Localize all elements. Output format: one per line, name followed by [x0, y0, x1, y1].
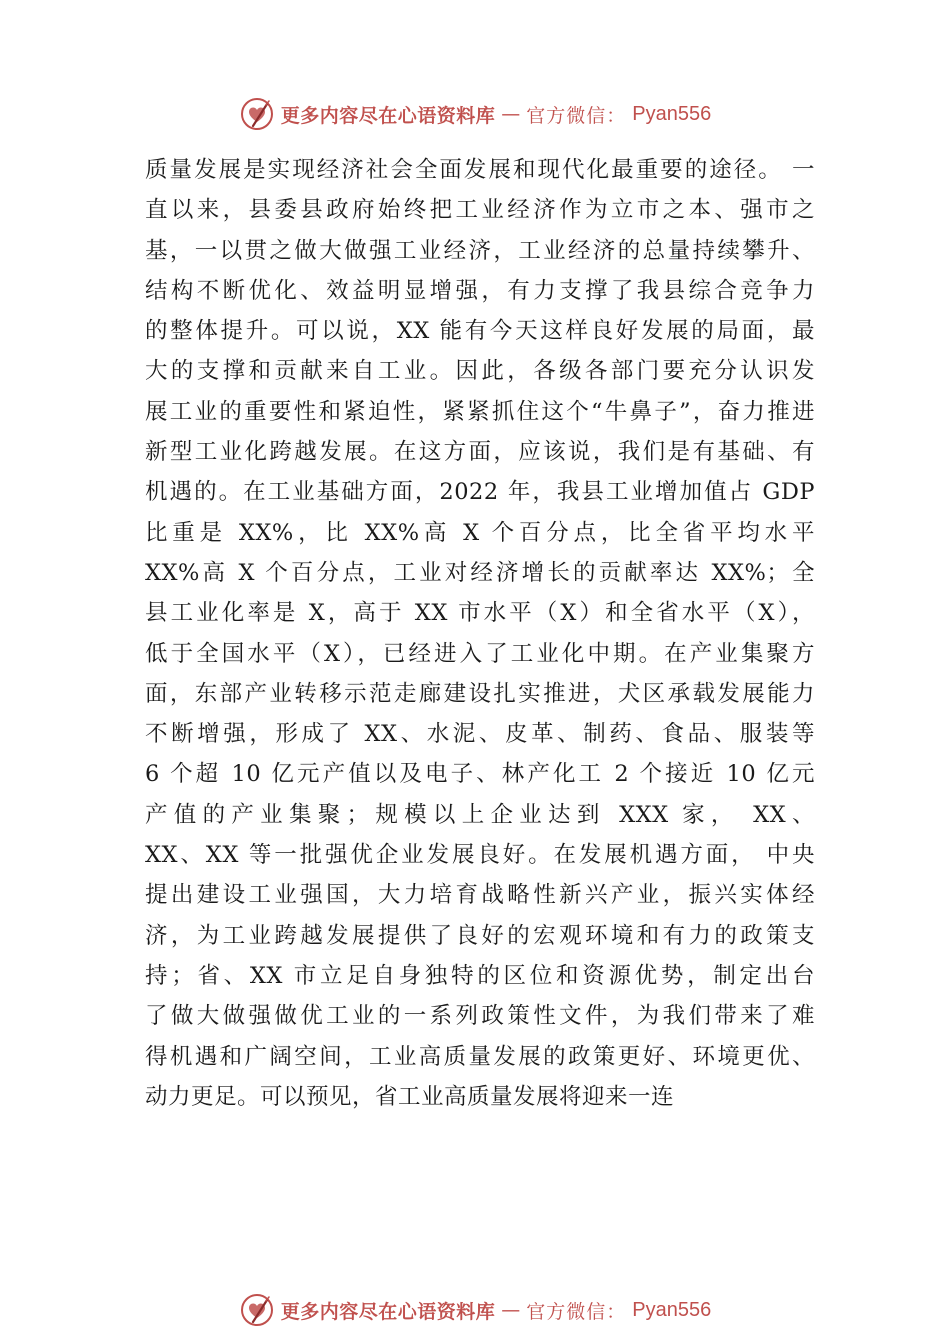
body-line: XX%高 X 个百分点，工业对经济增长的贡献率达 XX%；全 — [145, 559, 815, 586]
body-line: 持；省、XX 市立足自身独特的区位和资源优势，制定出台 — [145, 962, 815, 989]
body-line: 大的支撑和贡献来自工业。因此，各级各部门要充分认识发 — [145, 358, 815, 385]
watermark-wechat-id: Pyan556 — [632, 102, 712, 125]
body-line: 新型工业化跨越发展。在这方面，应该说，我们是有基础、有 — [145, 439, 815, 466]
watermark-separator: — — [501, 1299, 521, 1321]
body-line: 机遇的。在工业基础方面，2022 年，我县工业增加值占 GDP — [145, 479, 815, 506]
body-line: 6 个超 10 亿元产值以及电子、林产化工 2 个接近 10 亿元 — [145, 761, 815, 788]
watermark-header — [0, 94, 950, 134]
watermark-contact-label: 官方微信： — [526, 1300, 627, 1323]
watermark-wechat-id: Pyan556 — [632, 1298, 712, 1321]
watermark-site-name: 更多内容尽在心语资料库 — [280, 104, 496, 127]
body-line: 的整体提升。可以说，XX 能有今天这样良好发展的局面，最 — [145, 318, 815, 345]
body-line: 动力更足。可以预见，省工业高质量发展将迎来一连 — [145, 1083, 675, 1110]
body-line: 得机遇和广阔空间，工业高质量发展的政策更好、环境更优、 — [145, 1043, 815, 1070]
watermark-separator: — — [501, 103, 521, 125]
body-line: 了做大做强做优工业的一系列政策性文件，为我们带来了难 — [145, 1003, 815, 1030]
body-line: 结构不断优化、效益明显增强，有力支撑了我县综合竞争力 — [145, 277, 815, 304]
document-body — [145, 150, 815, 1117]
body-line: 县工业化率是 X，高于 XX 市水平（X）和全省水平（X）， — [145, 600, 815, 627]
heart-pen-logo-icon — [239, 1292, 275, 1328]
body-line: 展工业的重要性和紧迫性，紧紧抓住这个“牛鼻子”，奋力推进 — [145, 398, 815, 425]
body-line: 质量发展是实现经济社会全面发展和现代化最重要的途径。 一 — [145, 157, 815, 183]
body-line: XX、XX 等一批强优企业发展良好。在发展机遇方面， 中央 — [145, 842, 815, 869]
body-line: 提出建设工业强国，大力培育战略性新兴产业，振兴实体经 — [145, 882, 815, 909]
body-line: 济，为工业跨越发展提供了良好的宏观环境和有力的政策支 — [145, 922, 815, 949]
body-line: 产值的产业集聚；规模以上企业达到 XXX 家， XX、 — [145, 801, 815, 828]
watermark-contact-label: 官方微信： — [526, 104, 627, 127]
body-line: 基，一以贯之做大做强工业经济，工业经济的总量持续攀升、 — [145, 237, 815, 264]
body-line: 面，东部产业转移示范走廊建设扎实推进，⽝区承载发展能力 — [145, 680, 815, 707]
watermark-site-name: 更多内容尽在心语资料库 — [280, 1300, 496, 1323]
heart-pen-logo-icon — [239, 96, 275, 132]
watermark-footer — [0, 1290, 950, 1330]
body-line: 低于全国水平（X），已经进入了工业化中期。在产业集聚方 — [145, 640, 815, 667]
body-line: 直以来，县委县政府始终把工业经济作为立市之本、强市之 — [145, 197, 815, 224]
body-line: 比重是 XX%，比 XX%高 X 个百分点，比全省平均水平 — [145, 519, 815, 546]
body-line: 不断增强，形成了 XX、水泥、皮革、制药、食品、服装等 — [145, 721, 815, 748]
